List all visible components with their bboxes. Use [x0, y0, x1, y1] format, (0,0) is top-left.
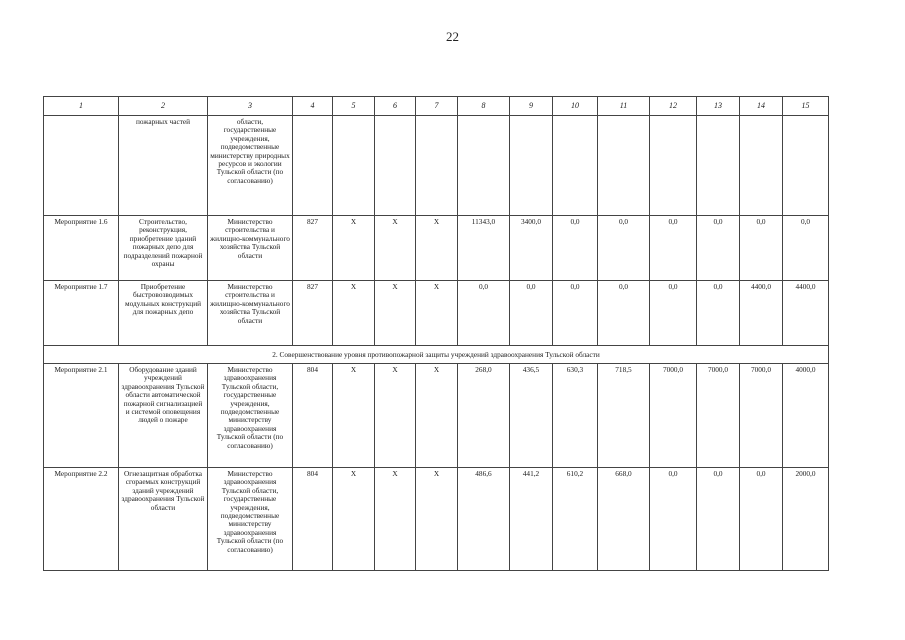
value-cell: 268,0	[458, 364, 510, 468]
value-cell: 0,0	[740, 468, 783, 571]
value-cell: 668,0	[598, 468, 650, 571]
value-cell: 630,3	[553, 364, 598, 468]
value-cell: 0,0	[783, 216, 829, 281]
value-cell	[293, 116, 333, 216]
value-cell: 3400,0	[510, 216, 553, 281]
header-cell: 8	[458, 97, 510, 116]
value-cell: X	[375, 281, 416, 346]
header-cell: 11	[598, 97, 650, 116]
value-cell	[458, 116, 510, 216]
header-cell: 14	[740, 97, 783, 116]
header-cell: 1	[44, 97, 119, 116]
value-cell	[553, 116, 598, 216]
measure-title-cell: Оборудование зданий учреждений здравоохранения Тульской области автоматической пожарной сигнализацией и системой оповещения людей о пожаре	[119, 364, 208, 468]
header-cell: 5	[333, 97, 375, 116]
value-cell: 0,0	[650, 281, 697, 346]
executor-cell: Министерство здравоохранения Тульской области, государственные учреждения, подведомственные министерству здравоохранения Тульской области (по согласованию)	[208, 364, 293, 468]
section-title: 2. Совершенствование уровня противопожарной защиты учреждений здравоохранения Тульской области	[44, 346, 829, 364]
value-cell: 486,6	[458, 468, 510, 571]
value-cell: 0,0	[697, 281, 740, 346]
table-row	[44, 216, 829, 281]
value-cell: 441,2	[510, 468, 553, 571]
value-cell: X	[375, 468, 416, 571]
value-cell: 718,5	[598, 364, 650, 468]
value-cell: 804	[293, 364, 333, 468]
table-row	[44, 116, 829, 216]
value-cell	[783, 116, 829, 216]
measure-code-cell: Мероприятие 2.1	[44, 364, 119, 468]
value-cell: 0,0	[598, 216, 650, 281]
table-row	[44, 364, 829, 468]
measure-code-cell: Мероприятие 2.2	[44, 468, 119, 571]
value-cell: 0,0	[697, 216, 740, 281]
header-cell: 10	[553, 97, 598, 116]
value-cell: 827	[293, 216, 333, 281]
value-cell	[333, 116, 375, 216]
value-cell: 4400,0	[783, 281, 829, 346]
value-cell: 0,0	[458, 281, 510, 346]
value-cell: X	[333, 216, 375, 281]
value-cell: X	[333, 364, 375, 468]
measure-title-cell: Приобретение быстровозводимых модульных конструкций для пожарных депо	[119, 281, 208, 346]
table-row	[44, 468, 829, 571]
executor-cell: области, государственные учреждения, подведомственные министерству природных ресурсов и экологии Тульской области (по согласованию)	[208, 116, 293, 216]
value-cell: X	[416, 364, 458, 468]
header-cell: 2	[119, 97, 208, 116]
value-cell: 0,0	[598, 281, 650, 346]
value-cell: 7000,0	[650, 364, 697, 468]
value-cell: 804	[293, 468, 333, 571]
header-cell: 13	[697, 97, 740, 116]
value-cell: X	[416, 468, 458, 571]
value-cell: 0,0	[650, 216, 697, 281]
value-cell: X	[416, 216, 458, 281]
executor-cell: Министерство строительства и жилищно-коммунального хозяйства Тульской области	[208, 281, 293, 346]
executor-cell: Министерство строительства и жилищно-коммунального хозяйства Тульской области	[208, 216, 293, 281]
value-cell: 0,0	[697, 468, 740, 571]
value-cell	[510, 116, 553, 216]
value-cell: X	[375, 216, 416, 281]
value-cell	[650, 116, 697, 216]
value-cell: 7000,0	[697, 364, 740, 468]
measures-table	[43, 96, 829, 571]
header-cell: 15	[783, 97, 829, 116]
measure-code-cell: Мероприятие 1.6	[44, 216, 119, 281]
table-header-row	[44, 97, 829, 116]
header-cell: 9	[510, 97, 553, 116]
value-cell: 0,0	[650, 468, 697, 571]
value-cell: X	[333, 281, 375, 346]
header-cell: 6	[375, 97, 416, 116]
executor-cell: Министерство здравоохранения Тульской области, государственные учреждения, подведомственные министерству здравоохранения Тульской области (по согласованию)	[208, 468, 293, 571]
measure-title-cell: Строительство, реконструкция, приобретение зданий пожарных депо для подразделений пожарной охраны	[119, 216, 208, 281]
value-cell: X	[333, 468, 375, 571]
header-cell: 3	[208, 97, 293, 116]
measure-title-cell: Огнезащитная обработка сгораемых конструкций зданий учреждений здравоохранения Тульской области	[119, 468, 208, 571]
value-cell	[598, 116, 650, 216]
value-cell: 827	[293, 281, 333, 346]
value-cell: 7000,0	[740, 364, 783, 468]
value-cell: 0,0	[553, 281, 598, 346]
header-cell: 7	[416, 97, 458, 116]
header-cell: 12	[650, 97, 697, 116]
value-cell: 0,0	[740, 216, 783, 281]
measure-code-cell	[44, 116, 119, 216]
value-cell: 2000,0	[783, 468, 829, 571]
value-cell	[740, 116, 783, 216]
value-cell: 436,5	[510, 364, 553, 468]
value-cell: 0,0	[510, 281, 553, 346]
value-cell	[416, 116, 458, 216]
page-number: 22	[446, 29, 459, 44]
value-cell: 4000,0	[783, 364, 829, 468]
table-row	[44, 281, 829, 346]
measure-title-cell: пожарных частей	[119, 116, 208, 216]
header-cell: 4	[293, 97, 333, 116]
value-cell: 0,0	[553, 216, 598, 281]
value-cell: 4400,0	[740, 281, 783, 346]
value-cell	[697, 116, 740, 216]
value-cell: X	[375, 364, 416, 468]
value-cell	[375, 116, 416, 216]
value-cell: 610,2	[553, 468, 598, 571]
value-cell: X	[416, 281, 458, 346]
measure-code-cell: Мероприятие 1.7	[44, 281, 119, 346]
value-cell: 11343,0	[458, 216, 510, 281]
section-row	[44, 346, 829, 364]
